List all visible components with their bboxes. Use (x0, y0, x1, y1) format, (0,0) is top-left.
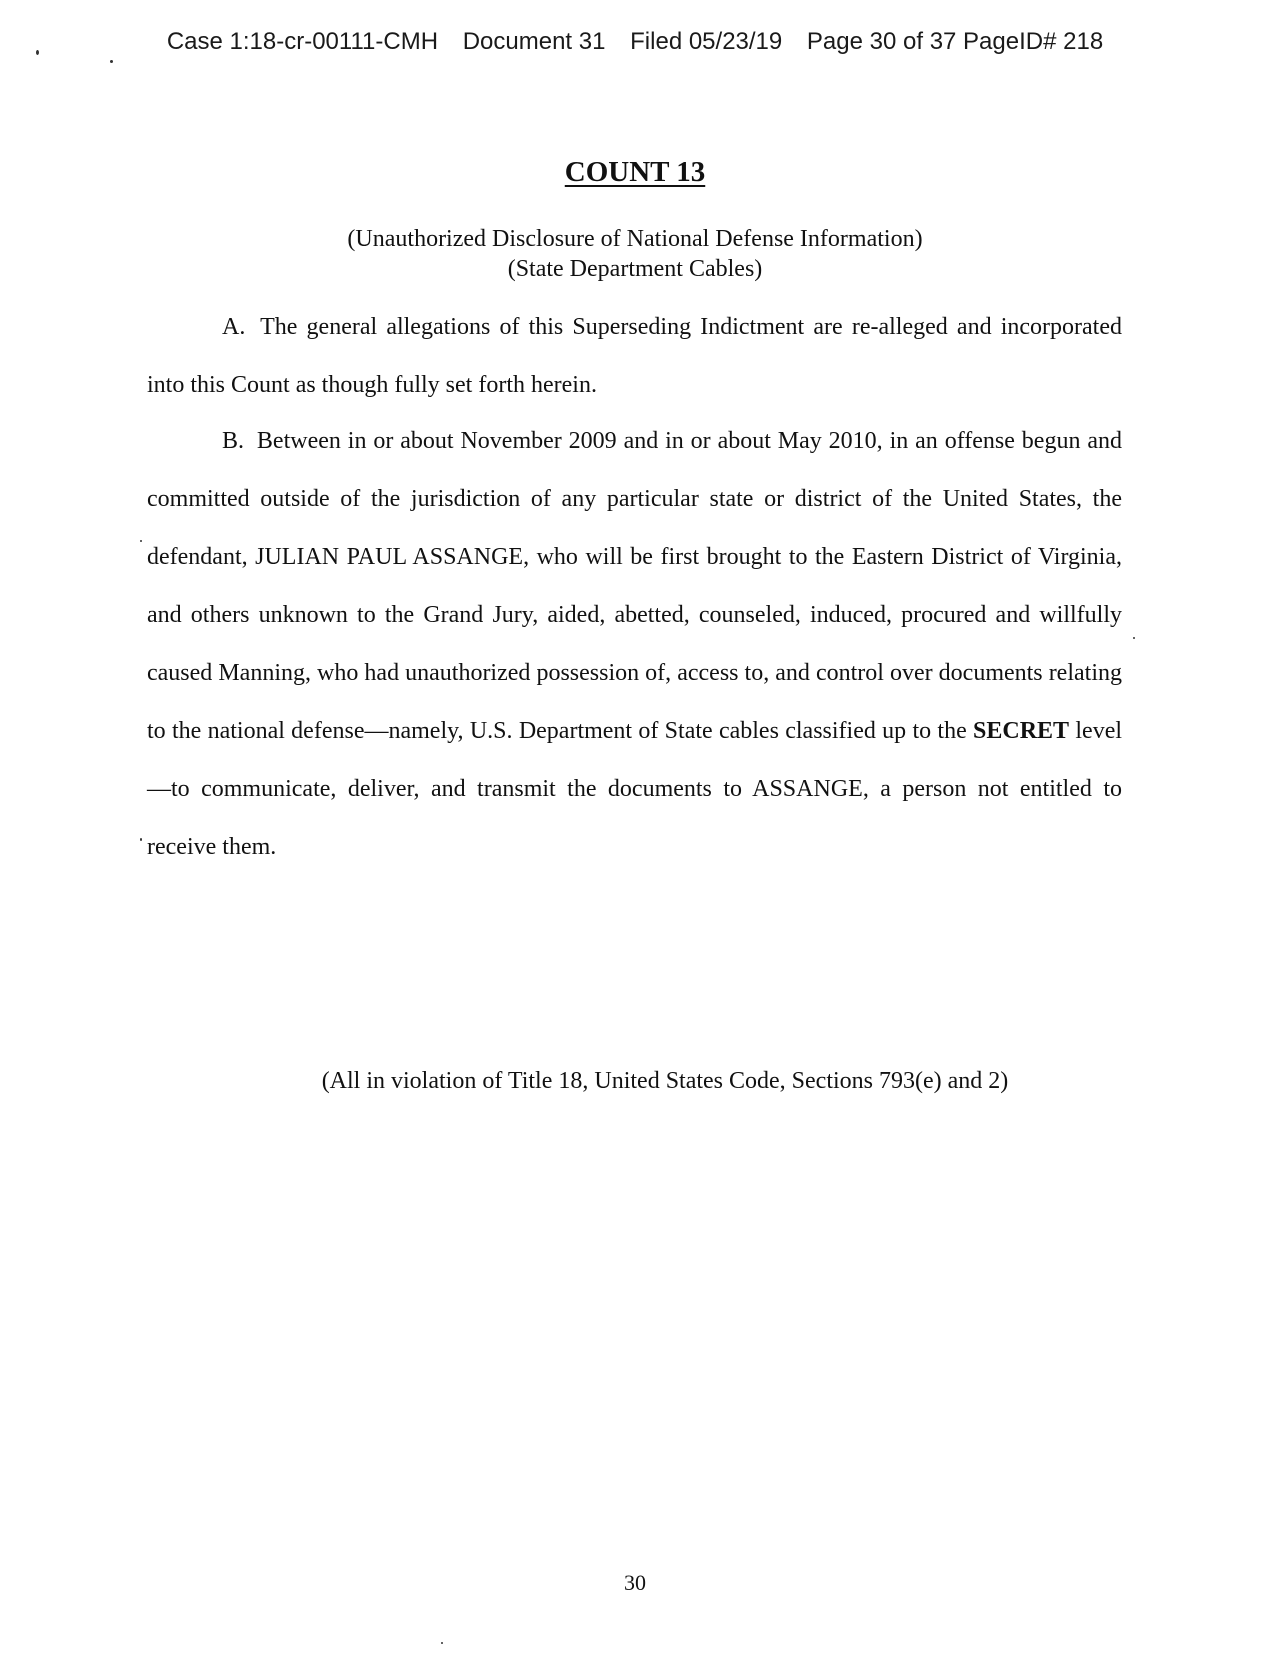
count-subtitle-secondary: (State Department Cables) (507, 256, 763, 282)
page-info: Page 30 of 37 PageID# 218 (806, 28, 1104, 55)
scan-speck (140, 540, 142, 542)
paragraph-a-label: A. (222, 314, 246, 340)
case-header (0, 28, 1270, 56)
scan-speck (1133, 637, 1135, 639)
paragraph-b-text: Between in or about November 2009 and in or about May 2010, in an offense begun and committed outside of the jurisdiction of any particular state or district of the United States, the defendant, JULIAN PAUL ASSANGE, who will be first brought to the Eastern District of Virginia, and others unknown to the Grand Jury, aided, abetted, counseled, induced, procured and willfully caused Manning, who had unauthorized possession of, access to, and control over documents relating to the national defense—namely, U.S. Department of State cables classified up to the (147, 428, 1123, 744)
paragraph-b-text-continued: level—to communicate, deliver, and transmit the documents to ASSANGE, a person not entitled to receive them. (147, 718, 1123, 860)
paragraph-a (147, 298, 1122, 414)
count-title: COUNT 13 (564, 156, 706, 188)
paragraph-a-text: The general allegations of this Superseding Indictment are re-alleged and incorporated into this Count as though fully set forth herein. (147, 314, 1122, 398)
scan-speck (441, 1642, 443, 1644)
case-number: Case 1:18-cr-00111-CMH (166, 28, 439, 55)
scan-speck (140, 838, 142, 841)
document-number: Document 31 (462, 28, 606, 55)
classification-level: SECRET (973, 718, 1070, 744)
filed-date: Filed 05/23/19 (630, 28, 783, 55)
violation-statement: (All in violation of Title 18, United States Code, Sections 793(e) and 2) (321, 1068, 1009, 1094)
count-subtitle: (Unauthorized Disclosure of National Defense Information) (347, 226, 923, 252)
scan-speck (110, 60, 113, 63)
scan-speck (36, 50, 39, 55)
paragraph-b (147, 412, 1122, 876)
page-number: 30 (624, 1570, 646, 1595)
paragraph-b-label: B. (222, 428, 245, 454)
